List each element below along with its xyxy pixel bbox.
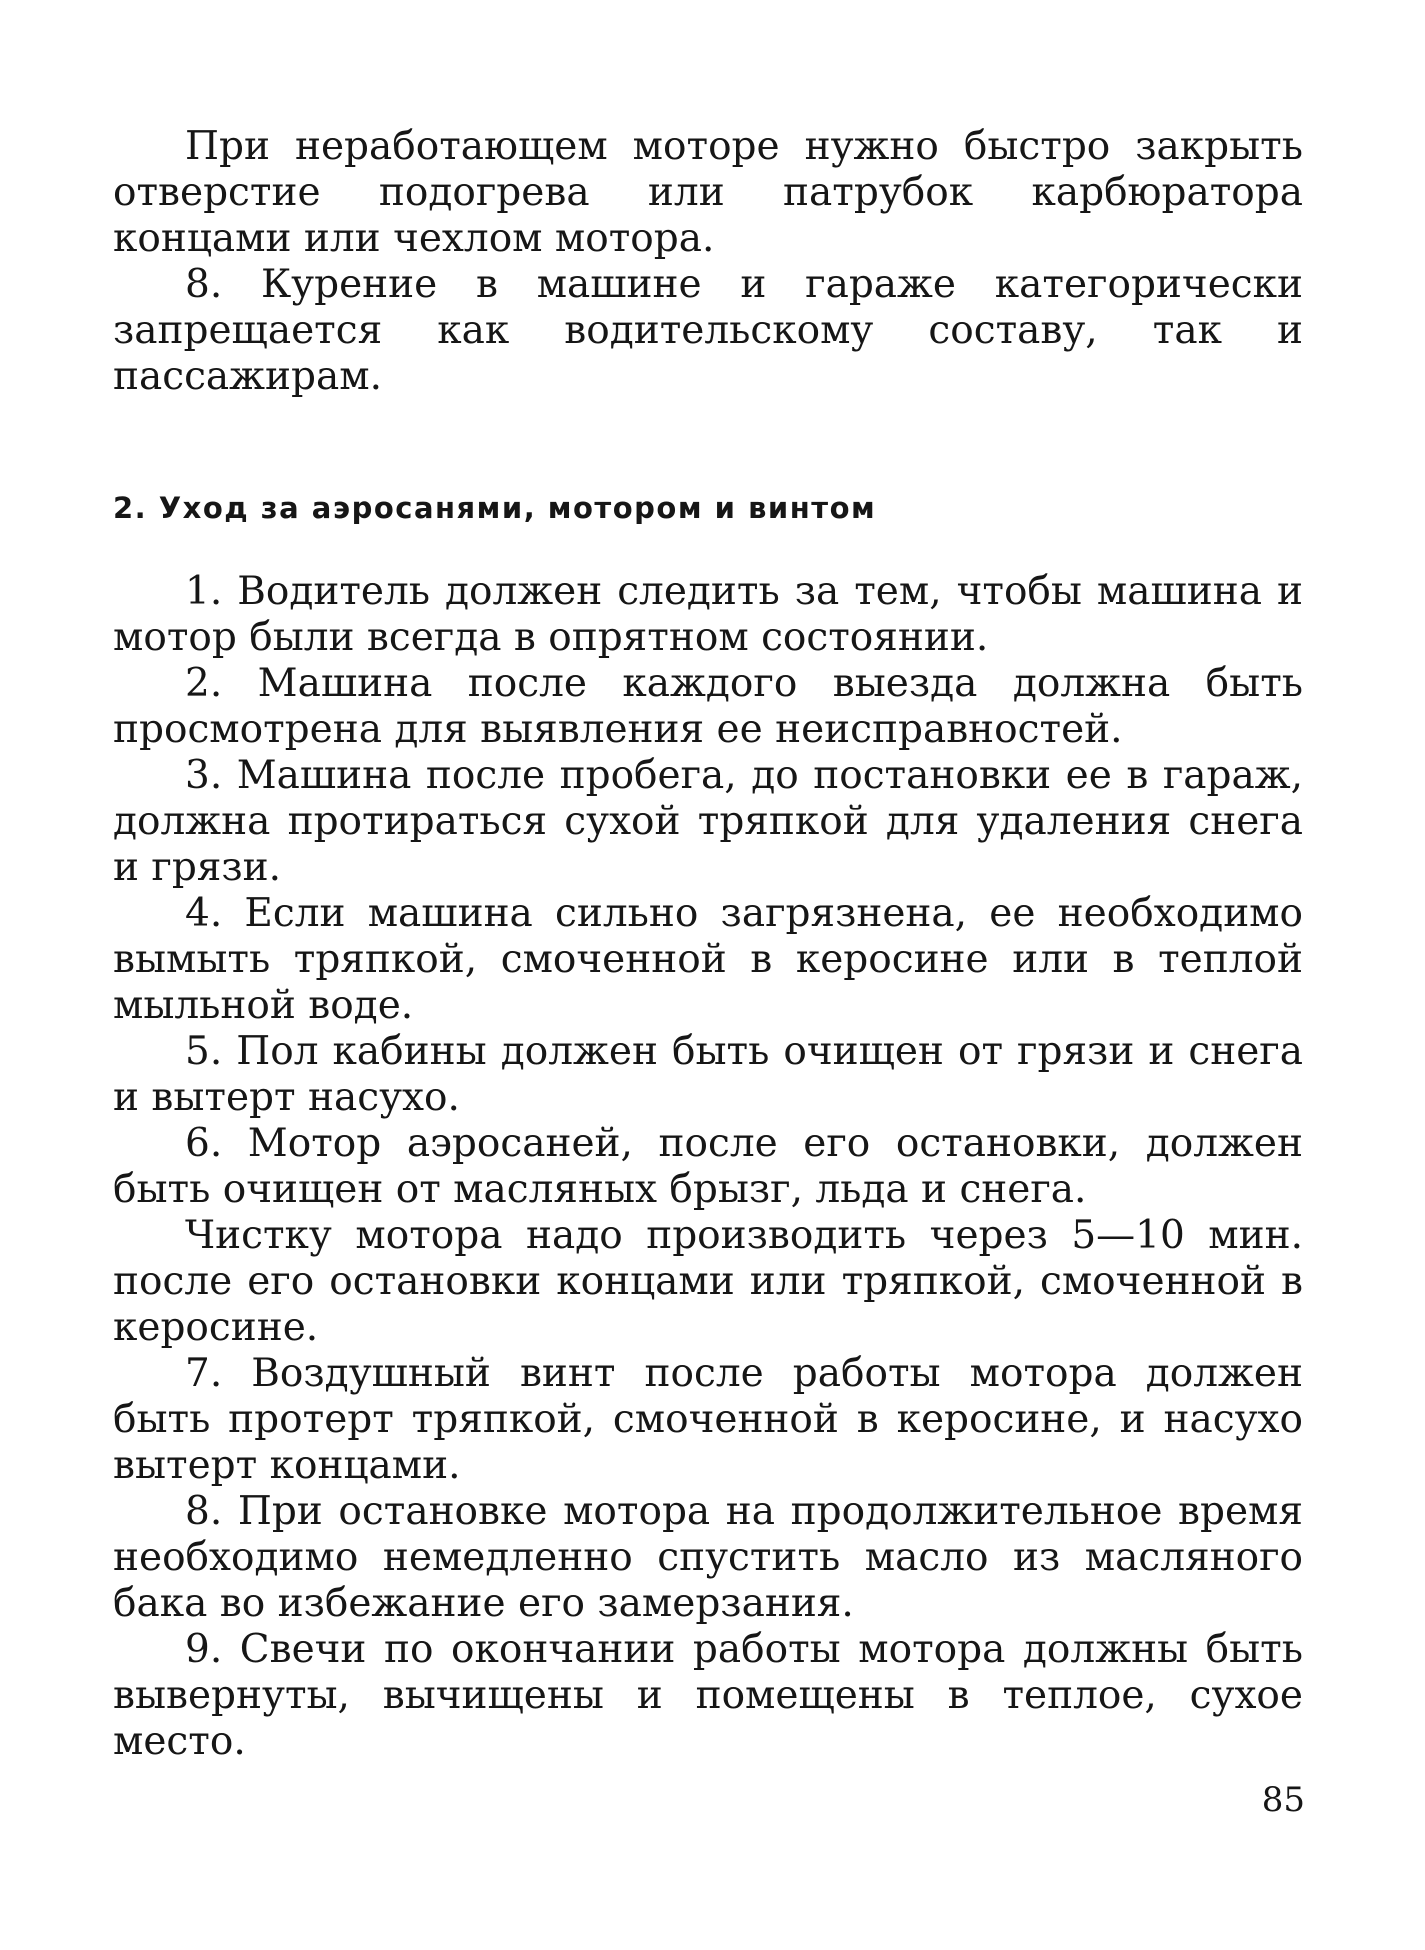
list-item: 8. При остановке мотора на продолжительное время необходимо немедленно спустить масло из масляного бака во избежание его замерзания. <box>113 1489 1303 1626</box>
paragraph: 8. Курение в машине и гараже категорически запрещается как водительскому составу, так и пассажирам. <box>113 262 1303 399</box>
list-item: 1. Водитель должен следить за тем, чтобы машина и мотор были всегда в опрятном состоянии. <box>113 569 1303 660</box>
list-item: Чистку мотора надо производить через 5—10 мин. после его остановки концами или тряпкой, смоченной в керосине. <box>113 1213 1303 1350</box>
list-item: 3. Машина после пробега, до постановки ее в гараж, должна протираться сухой тряпкой для удаления снега и грязи. <box>113 753 1303 890</box>
list-item: 9. Свечи по окончании работы мотора должны быть вывернуты, вычищены и помещены в теплое, сухое место. <box>113 1627 1303 1764</box>
page-number: 85 <box>1261 1780 1305 1820</box>
list-item: 6. Мотор аэросаней, после его остановки, должен быть очищен от масляных брызг, льда и снега. <box>113 1121 1303 1212</box>
intro-text-block <box>113 124 1303 400</box>
care-instructions-list <box>113 569 1303 1765</box>
list-item: 2. Машина после каждого выезда должна быть просмотрена для выявления ее неисправностей. <box>113 661 1303 752</box>
list-item: 4. Если машина сильно загрязнена, ее необходимо вымыть тряпкой, смоченной в керосине или в теплой мыльной воде. <box>113 891 1303 1028</box>
list-item: 7. Воздушный винт после работы мотора должен быть протерт тряпкой, смоченной в керосине, и насухо вытерт концами. <box>113 1351 1303 1488</box>
section-heading: 2. Уход за аэросанями, мотором и винтом <box>113 491 877 525</box>
paragraph: При неработающем моторе нужно быстро закрыть отверстие подогрева или патрубок карбюратора концами или чехлом мотора. <box>113 124 1303 261</box>
list-item: 5. Пол кабины должен быть очищен от грязи и снега и вытерт насухо. <box>113 1029 1303 1120</box>
